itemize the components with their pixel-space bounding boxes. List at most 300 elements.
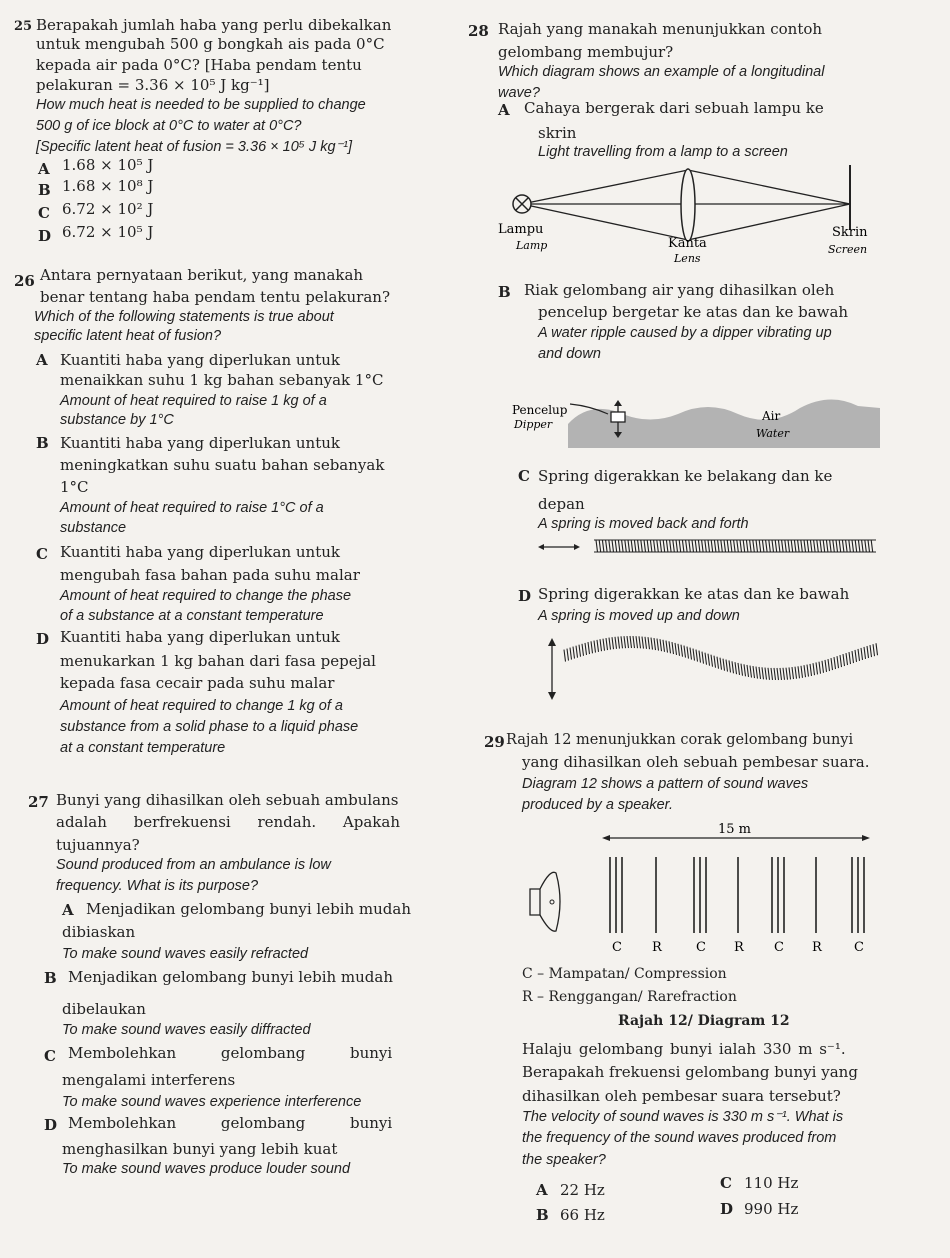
q25-option-a[interactable]: 1.68 × 10⁵ J — [62, 156, 154, 174]
spring-coil — [690, 648, 692, 660]
spring-coil — [834, 657, 836, 669]
q26-option-c-ms2[interactable]: mengubah fasa bahan pada suhu malar — [60, 566, 360, 584]
spring-coil — [618, 540, 620, 552]
spring-coil — [702, 652, 704, 664]
q28-option-c-en1[interactable]: A spring is moved back and forth — [538, 516, 749, 532]
spring-coil — [698, 540, 700, 552]
spring-coil — [732, 661, 734, 673]
q27-option-a-letter[interactable]: A — [62, 901, 74, 919]
spring-coil — [606, 540, 608, 552]
spring-coil — [628, 540, 630, 552]
q25-en-line2: 500 g of ice block at 0°C to water at 0°C? — [36, 118, 302, 134]
spring-coil — [801, 666, 803, 678]
spring-coil — [600, 639, 602, 651]
spring-coil — [636, 636, 638, 648]
spring-coil — [622, 540, 624, 552]
q27-option-b-ms2[interactable]: dibelaukan — [62, 1000, 146, 1018]
spring-coil — [647, 540, 649, 552]
q26-option-b-ms1[interactable]: Kuantiti haba yang diperlukan untuk — [60, 434, 340, 452]
wavefront-lines — [610, 857, 864, 933]
spring-coil — [567, 649, 569, 661]
q28-option-b-ms1[interactable]: Riak gelombang air yang dihasilkan oleh — [524, 281, 835, 299]
q26-option-a-en1[interactable]: Amount of heat required to raise 1 kg of a — [60, 393, 327, 409]
spring-coil — [861, 648, 863, 660]
q25-ms-line1: Berapakah jumlah haba yang perlu dibekalkan — [36, 16, 392, 34]
spring-coil — [810, 540, 812, 552]
spring-coil — [858, 540, 860, 552]
spring-coil — [675, 643, 677, 655]
q28-option-c-letter[interactable]: C — [518, 467, 530, 485]
spring-coil — [801, 540, 803, 552]
wavy-spring — [564, 636, 878, 680]
spring-coil — [804, 665, 806, 677]
spring-coil — [702, 540, 704, 552]
q26-option-b-ms2[interactable]: meningkatkan suhu suatu bahan sebanyak — [60, 456, 385, 474]
spring-coil — [840, 655, 842, 667]
q28-ms-line2: gelombang membujur? — [498, 43, 674, 61]
spring-coil — [729, 660, 731, 672]
q27-option-c-en1[interactable]: To make sound waves experience interference — [62, 1094, 362, 1110]
q26-en-line2: specific latent heat of fusion? — [34, 328, 222, 344]
spring-coil — [783, 668, 785, 680]
screen-label-en: Screen — [828, 243, 868, 256]
spring-coil — [708, 654, 710, 666]
spring-coil — [737, 540, 739, 552]
q25-ms-line4: pelakuran = 3.36 × 10⁵ J kg⁻¹] — [36, 76, 270, 94]
q26-ms-line2: benar tentang haba pendam tentu pelakuran? — [40, 288, 390, 306]
q27-option-b-ms1[interactable]: Menjadikan gelombang bunyi lebih mudah — [68, 968, 394, 986]
spring-coil — [747, 665, 749, 677]
lamp-label-en: Lamp — [516, 239, 548, 252]
spring-coil — [603, 639, 605, 651]
q27-option-b-letter[interactable]: B — [44, 969, 57, 987]
spring-coil — [657, 540, 659, 552]
spring-coil — [826, 540, 828, 552]
spring-coil — [759, 540, 761, 552]
spring-coil — [573, 647, 575, 659]
spring-coil — [765, 668, 767, 680]
q29-option-b[interactable]: 66 Hz — [560, 1206, 605, 1224]
spring-coil — [788, 540, 790, 552]
spring-coil — [843, 654, 845, 666]
spring-coil — [579, 645, 581, 657]
spring-coil — [792, 667, 794, 679]
spring-coil — [657, 639, 659, 651]
spring-coil — [618, 637, 620, 649]
q27-option-a-ms2[interactable]: dibiaskan — [62, 923, 136, 941]
spring-coil — [642, 637, 644, 649]
spring-coil — [720, 658, 722, 670]
spring-coil — [648, 637, 650, 649]
spring-coil — [585, 643, 587, 655]
q29-ms-line3: Halaju gelombang bunyi ialah 330 m s⁻¹. — [522, 1040, 846, 1058]
q26-option-c-ms1[interactable]: Kuantiti haba yang diperlukan untuk — [60, 543, 340, 561]
water-label-ms: Air — [762, 409, 781, 423]
spring-coil — [819, 662, 821, 674]
spring-coil — [820, 540, 822, 552]
spring-coil — [576, 646, 578, 658]
q25-option-d[interactable]: 6.72 × 10⁵ J — [62, 223, 154, 241]
q28-vertical-spring-diagram — [540, 628, 880, 704]
spring-coil — [864, 647, 866, 659]
spring-coil — [723, 659, 725, 671]
spring-coil — [663, 540, 665, 552]
spring-coil — [756, 667, 758, 679]
spring-coil — [744, 664, 746, 676]
spring-coil — [804, 540, 806, 552]
spring-coil — [862, 540, 864, 552]
vertical-double-arrow — [548, 638, 556, 700]
spring-coil — [606, 638, 608, 650]
water-label-en: Water — [756, 427, 790, 440]
spring-coil — [759, 667, 761, 679]
spring-coil — [670, 540, 672, 552]
q25-ms-line2: untuk mengubah 500 g bongkah ais pada 0°C — [36, 35, 385, 53]
spring-coil — [631, 540, 633, 552]
q27-option-d-letter[interactable]: D — [44, 1116, 58, 1134]
spring-coil — [673, 540, 675, 552]
spring-coil — [870, 645, 872, 657]
compression-rarefaction-labels — [612, 940, 864, 955]
spring-coil — [663, 640, 665, 652]
spring-coil — [615, 540, 617, 552]
spring-coil — [842, 540, 844, 552]
q27-option-b-en1[interactable]: To make sound waves easily diffracted — [62, 1022, 311, 1038]
spring-coil — [693, 649, 695, 661]
spring-coil — [714, 540, 716, 552]
q25-ms-line3: kepada air pada 0°C? [Haba pendam tentu — [36, 56, 362, 74]
q25-en-line1: How much heat is needed to be supplied to change — [36, 97, 366, 113]
q26-en-line1: Which of the following statements is true about — [34, 309, 334, 325]
q26-option-d-letter[interactable]: D — [36, 630, 50, 648]
spring-coil — [830, 540, 832, 552]
spring-coil — [772, 540, 774, 552]
speaker-icon — [530, 872, 560, 931]
lamp-label-ms: Lampu — [498, 222, 544, 237]
spring-coil — [786, 668, 788, 680]
q27-option-c-letter[interactable]: C — [44, 1047, 56, 1065]
spring-coil — [836, 540, 838, 552]
spring-coil — [762, 540, 764, 552]
q29-option-d-letter[interactable]: D — [720, 1200, 734, 1218]
spring-coil — [718, 540, 720, 552]
spring-coil — [867, 646, 869, 658]
q28-option-b-en2[interactable]: and down — [538, 346, 601, 362]
q26-option-d-en2[interactable]: substance from a solid phase to a liquid phase — [60, 719, 359, 735]
spring-coil — [813, 663, 815, 675]
spring-coil — [746, 540, 748, 552]
q26-option-c-letter[interactable]: C — [36, 545, 48, 563]
q28-option-d-ms1[interactable]: Spring digerakkan ke atas dan ke bawah — [538, 585, 850, 603]
spring-coil — [682, 540, 684, 552]
q28-en-line2: wave? — [498, 85, 540, 101]
spring-coil — [699, 651, 701, 663]
q25-en-line3: [Specific latent heat of fusion = 3.36 × 10⁵ J kg⁻¹] — [36, 139, 353, 155]
spring-coil — [833, 540, 835, 552]
spring-coil — [570, 648, 572, 660]
q27-ms-line2: adalah berfrekuensi rendah. Apakah — [56, 813, 400, 831]
spring-coil — [762, 667, 764, 679]
q26-option-b-en2[interactable]: substance — [60, 520, 127, 536]
q28-option-a-ms1[interactable]: Cahaya bergerak dari sebuah lampu ke — [524, 99, 824, 117]
spring-coil — [660, 540, 662, 552]
spring-coil — [596, 540, 598, 552]
q25-option-a-letter[interactable]: A — [38, 160, 50, 178]
q29-option-a-letter[interactable]: A — [536, 1181, 548, 1199]
spring-coil — [711, 655, 713, 667]
compression-label: C — [854, 940, 864, 955]
q29-en-line1: Diagram 12 shows a pattern of sound waves — [522, 776, 809, 792]
spring-coil — [666, 641, 668, 653]
lens-label-ms: Kanta — [668, 236, 707, 251]
spring-coil — [753, 540, 755, 552]
q26-option-a-letter[interactable]: A — [36, 351, 48, 369]
q27-number: 27 — [28, 793, 49, 811]
spring-coil — [846, 540, 848, 552]
spring-coil — [865, 540, 867, 552]
q26-option-d-ms3[interactable]: kepada fasa cecair pada suhu malar — [60, 674, 335, 692]
spring-coil — [650, 540, 652, 552]
q29-diagram-caption: Rajah 12/ Diagram 12 — [618, 1013, 790, 1029]
lamp-icon — [513, 195, 531, 213]
spring-coil — [679, 540, 681, 552]
q29-en-line4: the frequency of the sound waves produced from — [522, 1130, 837, 1146]
q26-number: 26 — [14, 272, 35, 290]
q28-option-b-ms2[interactable]: pencelup bergetar ke atas dan ke bawah — [538, 303, 849, 321]
q29-en-line3: The velocity of sound waves is 330 m s⁻¹. What is — [522, 1109, 844, 1125]
dipper-icon — [611, 412, 625, 422]
spring-coil — [684, 646, 686, 658]
spring-coil — [753, 666, 755, 678]
q26-option-d-ms2[interactable]: menukarkan 1 kg bahan dari fasa pepejal — [60, 652, 376, 670]
q29-ms-line2: yang dihasilkan oleh sebuah pembesar suara. — [522, 753, 870, 771]
spring-coil — [858, 649, 860, 661]
spring-coil — [638, 540, 640, 552]
spring-coil — [817, 540, 819, 552]
spring-coil — [791, 540, 793, 552]
spring-coil — [778, 540, 780, 552]
spring-coil — [669, 641, 671, 653]
q28-ms-line1: Rajah yang manakah menunjukkan contoh — [498, 20, 823, 38]
spring-coil — [807, 665, 809, 677]
q26-option-a-ms2[interactable]: menaikkan suhu 1 kg bahan sebanyak 1°C — [60, 371, 384, 389]
spring-coil — [625, 540, 627, 552]
spring-coil — [775, 540, 777, 552]
spring-coil — [582, 644, 584, 656]
q28-water-ripple-diagram — [508, 392, 880, 448]
spring-coil — [717, 657, 719, 669]
q27-option-d-en1[interactable]: To make sound waves produce louder sound — [62, 1161, 351, 1177]
spring-coil — [852, 651, 854, 663]
spring-coil — [780, 668, 782, 680]
spring-coil — [849, 540, 851, 552]
lens-label-en: Lens — [674, 252, 701, 265]
q25-option-b[interactable]: 1.68 × 10⁸ J — [62, 177, 154, 195]
spring-coil — [599, 540, 601, 552]
q26-option-d-en1[interactable]: Amount of heat required to change 1 kg of a — [60, 698, 343, 714]
spring-coil — [814, 540, 816, 552]
compression-label: C — [774, 940, 784, 955]
spring-coil — [727, 540, 729, 552]
horizontal-spring — [594, 540, 876, 552]
q27-option-a-en1[interactable]: To make sound waves easily refracted — [62, 946, 309, 962]
q26-option-b-en1[interactable]: Amount of heat required to raise 1°C of a — [60, 500, 324, 516]
spring-coil — [612, 540, 614, 552]
q28-option-c-ms2[interactable]: depan — [538, 495, 585, 513]
spring-coil — [687, 647, 689, 659]
q29-en-line5: the speaker? — [522, 1152, 606, 1168]
q25-option-d-letter[interactable]: D — [38, 227, 52, 245]
spring-coil — [798, 666, 800, 678]
spring-coil — [846, 653, 848, 665]
q26-option-a-en2[interactable]: substance by 1°C — [60, 412, 174, 428]
rarefaction-label: R — [734, 940, 744, 955]
spring-coil — [726, 660, 728, 672]
q28-option-b-letter[interactable]: B — [498, 283, 511, 301]
q25-option-b-letter[interactable]: B — [38, 181, 51, 199]
spring-coil — [612, 637, 614, 649]
q28-option-a-letter[interactable]: A — [498, 101, 510, 119]
q29-ms-line1: Rajah 12 menunjukkan corak gelombang bunyi — [506, 732, 854, 748]
q26-option-b-letter[interactable]: B — [36, 434, 49, 452]
spring-coil — [750, 666, 752, 678]
q27-option-c-ms2[interactable]: mengalami interferens — [62, 1071, 236, 1089]
spring-coil — [816, 662, 818, 674]
q29-option-b-letter[interactable]: B — [536, 1206, 549, 1224]
spring-coil — [831, 658, 833, 670]
spring-coil — [873, 644, 875, 656]
spring-coil — [634, 540, 636, 552]
spring-coil — [735, 662, 737, 674]
spring-coil — [695, 540, 697, 552]
spring-coil — [822, 661, 824, 673]
q26-option-d-ms1[interactable]: Kuantiti haba yang diperlukan untuk — [60, 628, 340, 646]
q29-legend-rarefaction: R – Renggangan/ Rarefraction — [522, 989, 737, 1005]
q26-option-a-ms1[interactable]: Kuantiti haba yang diperlukan untuk — [60, 351, 340, 369]
spring-coil — [798, 540, 800, 552]
spring-coil — [750, 540, 752, 552]
spring-coil — [768, 668, 770, 680]
spring-coil — [597, 640, 599, 652]
spring-coil — [681, 645, 683, 657]
spring-coil — [721, 540, 723, 552]
q25-number: 25 — [14, 19, 33, 34]
spring-coil — [705, 540, 707, 552]
spring-coil — [837, 656, 839, 668]
spring-coil — [644, 540, 646, 552]
q27-option-d-ms1[interactable]: Membolehkan gelombang bunyi — [68, 1114, 393, 1132]
spring-coil — [588, 642, 590, 654]
q26-option-d-en3[interactable]: at a constant temperature — [60, 740, 226, 756]
q26-option-b-ms3[interactable]: 1°C — [60, 478, 89, 496]
spring-coil — [849, 652, 851, 664]
q27-ms-line3: tujuannya? — [56, 836, 140, 854]
spring-coil — [615, 637, 617, 649]
q29-sound-wave-diagram — [516, 815, 880, 965]
lens-icon — [681, 169, 695, 241]
q28-option-c-ms1[interactable]: Spring digerakkan ke belakang dan ke — [538, 467, 833, 485]
spring-coil — [705, 653, 707, 665]
spring-coil — [769, 540, 771, 552]
spring-coil — [564, 650, 566, 662]
spring-coil — [654, 638, 656, 650]
spring-coil — [724, 540, 726, 552]
spring-coil — [777, 668, 779, 680]
spring-coil — [711, 540, 713, 552]
q29-option-a[interactable]: 22 Hz — [560, 1181, 605, 1199]
q27-option-d-ms2[interactable]: menghasilkan bunyi yang lebih kuat — [62, 1140, 338, 1158]
spring-coil — [794, 540, 796, 552]
q29-number: 29 — [484, 733, 505, 751]
q25-option-c-letter[interactable]: C — [38, 204, 50, 222]
spring-coil — [743, 540, 745, 552]
spring-coil — [696, 650, 698, 662]
spring-coil — [686, 540, 688, 552]
spring-coil — [609, 540, 611, 552]
spring-coil — [654, 540, 656, 552]
spring-coil — [855, 650, 857, 662]
spring-coil — [782, 540, 784, 552]
spring-coil — [810, 664, 812, 676]
spring-coil — [730, 540, 732, 552]
q28-en-line1: Which diagram shows an example of a longitudinal — [498, 64, 825, 80]
spring-coil — [756, 540, 758, 552]
q29-option-d[interactable]: 990 Hz — [744, 1200, 799, 1218]
double-arrow — [538, 544, 580, 550]
spring-coil — [708, 540, 710, 552]
spring-coil — [602, 540, 604, 552]
spring-coil — [771, 668, 773, 680]
water-surface — [568, 399, 880, 448]
q29-ms-line4: Berapakah frekuensi gelombang bunyi yang — [522, 1063, 858, 1081]
q28-option-a-ms2[interactable]: skrin — [538, 124, 577, 142]
q29-option-c-letter[interactable]: C — [720, 1174, 732, 1192]
spring-coil — [609, 638, 611, 650]
q27-option-c-ms1[interactable]: Membolehkan gelombang bunyi — [68, 1044, 393, 1062]
distance-label: 15 m — [718, 822, 752, 837]
q27-option-a-ms1[interactable]: Menjadikan gelombang bunyi lebih mudah — [86, 900, 412, 918]
q28-option-d-letter[interactable]: D — [518, 587, 532, 605]
spring-coil — [852, 540, 854, 552]
q28-option-d-en1[interactable]: A spring is moved up and down — [538, 608, 740, 624]
q29-option-c[interactable]: 110 Hz — [744, 1174, 799, 1192]
spring-coil — [789, 667, 791, 679]
q26-option-c-en1[interactable]: Amount of heat required to change the phase — [60, 588, 352, 604]
spring-coil — [734, 540, 736, 552]
spring-coil — [627, 636, 629, 648]
spring-coil — [591, 641, 593, 653]
spring-coil — [630, 636, 632, 648]
q26-option-c-en2[interactable]: of a substance at a constant temperature — [60, 608, 324, 624]
spring-coil — [738, 663, 740, 675]
q25-option-c[interactable]: 6.72 × 10² J — [62, 200, 154, 218]
q29-legend-compression: C – Mampatan/ Compression — [522, 966, 727, 982]
spring-coil — [785, 540, 787, 552]
q28-option-a-en1[interactable]: Light travelling from a lamp to a screen — [538, 144, 788, 160]
spring-coil — [828, 659, 830, 671]
spring-coil — [868, 540, 870, 552]
q29-en-line2: produced by a speaker. — [522, 797, 674, 813]
spring-coil — [678, 644, 680, 656]
q27-ms-line1: Bunyi yang dihasilkan oleh sebuah ambulans — [56, 791, 399, 809]
q28-option-b-en1[interactable]: A water ripple caused by a dipper vibrating up — [538, 325, 832, 341]
spring-coil — [692, 540, 694, 552]
q28-horizontal-spring-diagram — [536, 536, 880, 556]
spring-coil — [689, 540, 691, 552]
spring-coil — [740, 540, 742, 552]
spring-coil — [795, 667, 797, 679]
q28-number: 28 — [468, 22, 489, 40]
